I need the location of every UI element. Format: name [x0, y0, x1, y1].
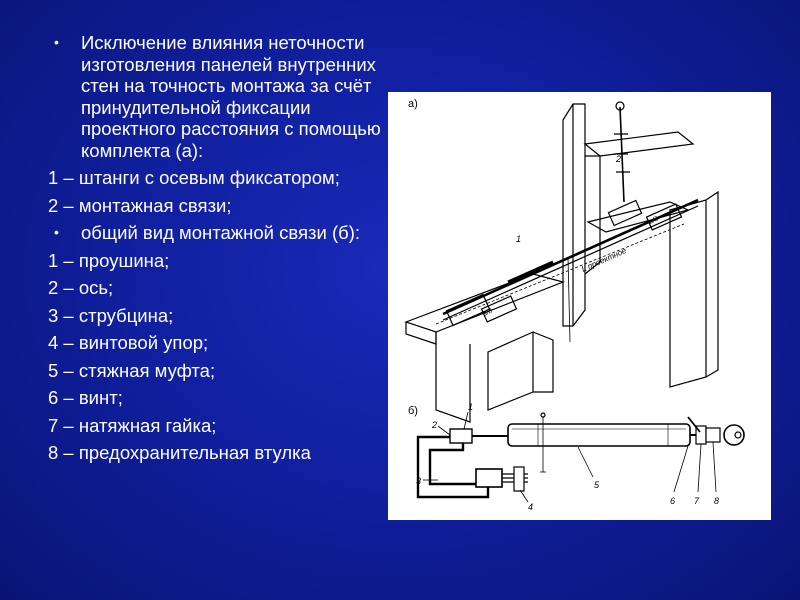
label-b-3: 3 [416, 476, 422, 486]
label-b-6: 6 [670, 496, 676, 506]
safety-sleeve [706, 428, 720, 442]
technical-drawing [388, 92, 771, 520]
list-item: 5 – стяжная муфта; [48, 359, 216, 381]
label-a-dimension: L проектное [580, 246, 628, 274]
list-item: 6 – винт; [48, 387, 123, 408]
wall-panel-right [670, 200, 706, 387]
figure-a [406, 98, 718, 422]
paragraph-text: Исключение влияния неточности изготовления панелей внутренних стен на точность монтажа за счёт принудительной фиксации проектного расстояния с помощью комплекта (а): [81, 32, 381, 161]
rod-sleeve [508, 262, 553, 282]
wall-top-face [585, 132, 693, 156]
paragraph-intro [48, 32, 383, 161]
label-b-7: 7 [694, 496, 700, 506]
label-b-5: 5 [594, 480, 600, 490]
leader-7 [698, 444, 701, 492]
dimension-line [436, 224, 684, 324]
screw-stop-body [476, 469, 502, 487]
paragraph-general-view [48, 222, 383, 244]
label-b-2: 2 [432, 420, 438, 430]
eyelet-block [450, 429, 472, 443]
leader-4 [520, 490, 528, 502]
list-item: 8 – предохранительная втулка [48, 442, 311, 463]
wall-block-left [436, 332, 470, 422]
rod-main-lower [443, 206, 698, 320]
leader-5 [578, 447, 593, 477]
slide-text [48, 32, 383, 470]
drawing-svg [388, 92, 771, 520]
tube-pin-bottom [540, 452, 546, 472]
label-b-8: 8 [714, 496, 720, 506]
clamp-frame [418, 437, 488, 497]
paragraph-text: общий вид монтажной связи (б): [81, 222, 361, 243]
label-a-1: 1 [516, 234, 522, 244]
wall-block-mid [488, 332, 533, 410]
floor-slab-left-edge [406, 322, 436, 344]
figure-a-caption: а) [408, 98, 418, 110]
list-item: 1 – штанги с осевым фиксатором; [48, 167, 340, 188]
dimension-extension [568, 257, 570, 342]
bullet-dot: • [54, 34, 59, 50]
list-item: 4 – винтовой упор; [48, 332, 209, 353]
list-item: 1 – проушина; [48, 249, 170, 271]
tube-pin-top [541, 413, 545, 417]
leader-8 [713, 442, 716, 492]
coupling-tube [508, 424, 690, 446]
list-item: 3 – струбцина; [48, 304, 174, 326]
rod-main [443, 200, 698, 314]
list-item: 2 – монтажная связи; [48, 194, 232, 216]
list-item: 2 – ось; [48, 277, 114, 298]
bullet-dot: • [54, 224, 59, 240]
wall-block-mid-side [533, 332, 553, 392]
label-a-bd-left: в/д [481, 307, 494, 318]
screw-stop-head [514, 467, 524, 491]
list-item: 7 – натяжная гайка; [48, 414, 217, 436]
figure-b-caption: б) [408, 405, 418, 417]
leader-6 [674, 446, 688, 492]
label-b-4: 4 [528, 502, 534, 512]
label-a-bd-right: в/д [647, 215, 660, 226]
wall-panel-back [563, 104, 585, 326]
label-b-1: 1 [468, 402, 474, 412]
wall-panel-right-side [706, 192, 718, 377]
label-a-2: 2 [616, 154, 622, 164]
wall-side [585, 156, 600, 274]
leader-2 [438, 426, 450, 435]
